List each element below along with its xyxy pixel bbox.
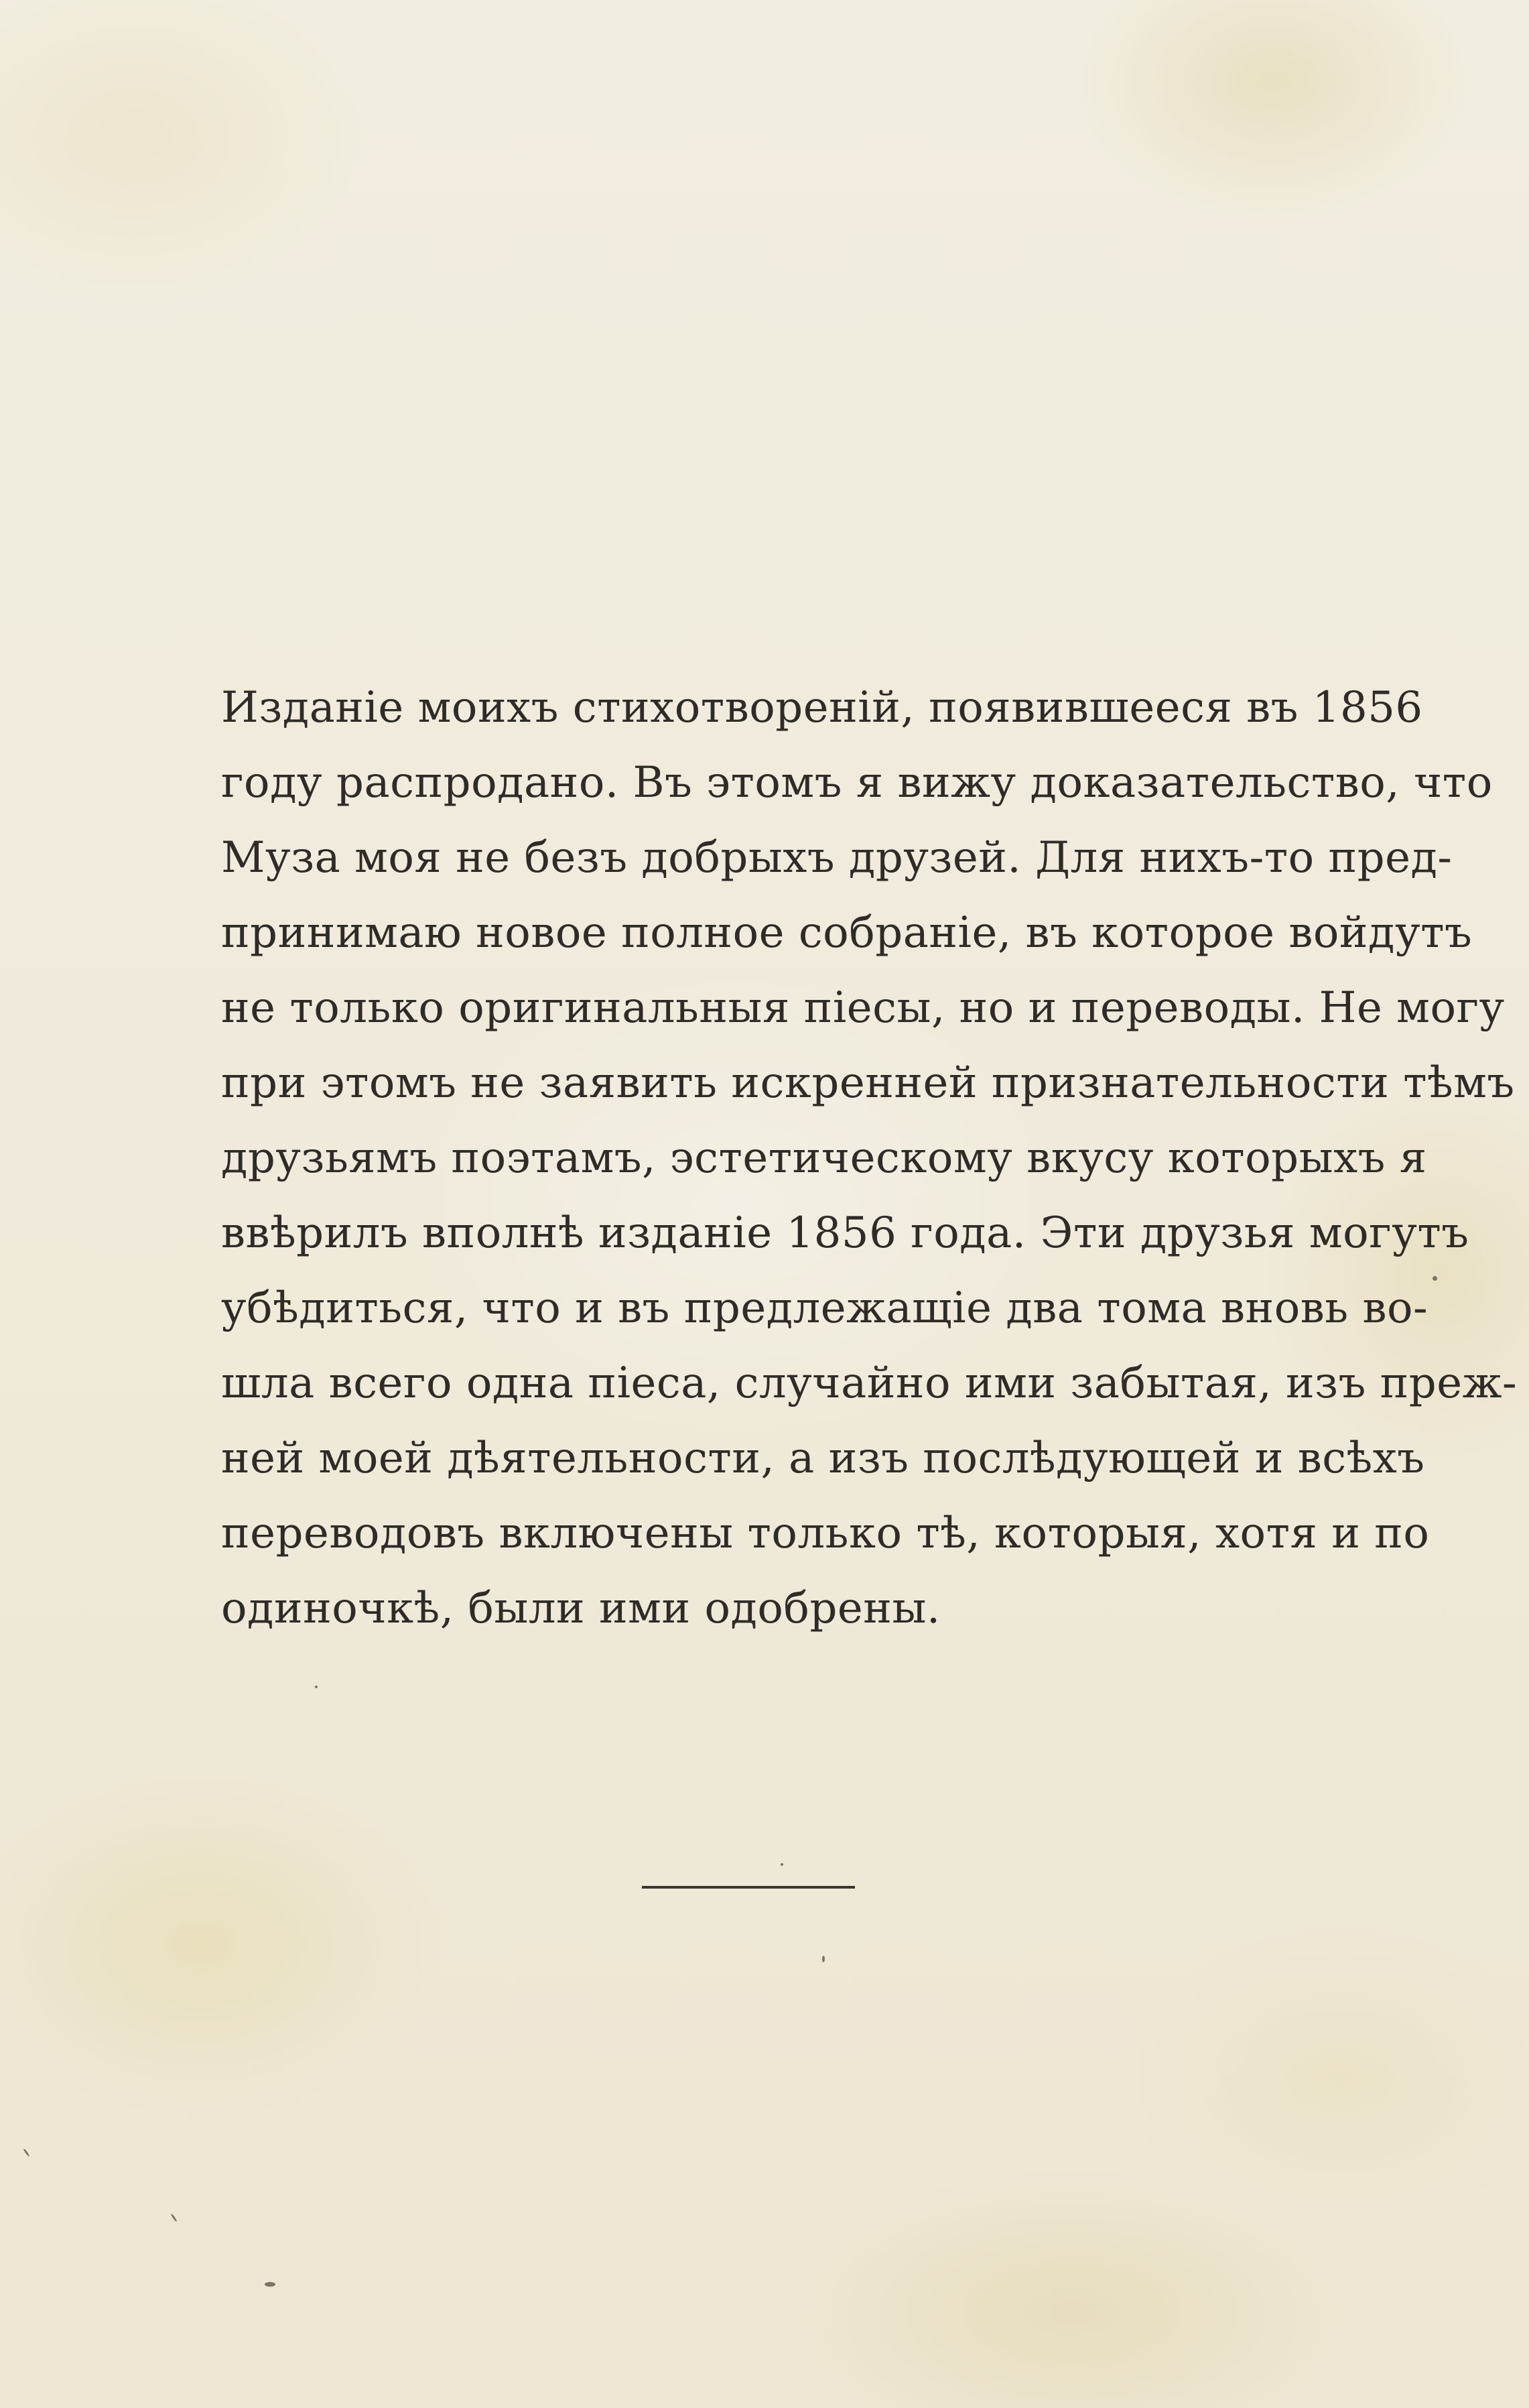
text-line: ней моей дѣятельности, а изъ послѣдующей и всѣхъ [221, 1434, 1425, 1483]
text-line: убѣдиться, что и въ предлежащіе два тома вновь во- [221, 1283, 1428, 1333]
text-line: Изданіе моихъ стихотвореній, появившееся въ 1856 [221, 683, 1423, 733]
text-line: переводовъ включены только тѣ, которыя, хотя и по [221, 1509, 1430, 1558]
text-line: одиночкѣ, были ими одобрены. [221, 1584, 941, 1633]
text-line: Муза моя не безъ добрыхъ друзей. Для нихъ-то пред- [221, 833, 1453, 883]
text-line: принимаю новое полное собраніе, въ которое войдутъ [221, 908, 1473, 958]
paper-speck [23, 2148, 29, 2157]
paper-speck [781, 1863, 783, 1866]
text-line: при этомъ не заявить искренней признательности тѣмъ [221, 1058, 1515, 1108]
text-line: ввѣрилъ вполнѣ изданіе 1856 года. Эти друзья могутъ [221, 1208, 1469, 1258]
paper-speck [315, 1686, 318, 1688]
text-line: не только оригинальныя піесы, но и переводы. Не могу [221, 983, 1505, 1033]
ornamental-rule [642, 1886, 855, 1889]
paper-speck [1433, 1276, 1437, 1281]
text-line: году распродано. Въ этомъ я вижу доказательство, что [221, 758, 1493, 808]
text-line: шла всего одна піеса, случайно ими забытая, изъ преж- [221, 1358, 1518, 1408]
text-line: друзьямъ поэтамъ, эстетическому вкусу которыхъ я [221, 1133, 1427, 1183]
preface-paragraph [221, 670, 1518, 1646]
paper-speck [170, 2213, 177, 2222]
paper-speck [265, 2282, 275, 2287]
paper-speck [822, 1956, 825, 1962]
